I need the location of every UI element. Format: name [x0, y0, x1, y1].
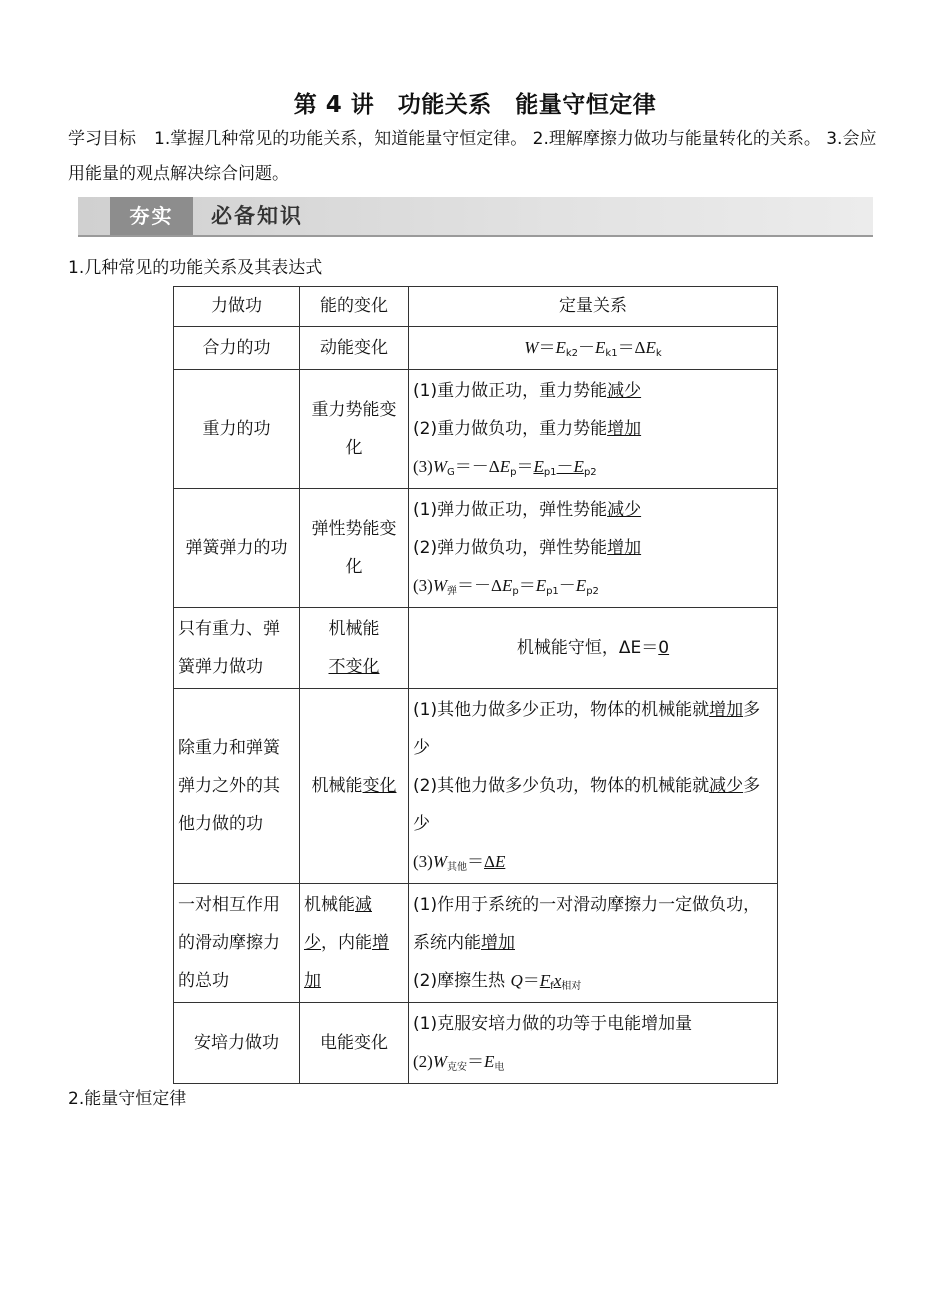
- cell-relation: (1)弹力做正功，弹性势能减少 (2)弹力做负功，弹性势能增加 $(3)W_弹=-\Delta E_p=E_{p1}-E_{p2}$: [409, 489, 778, 608]
- cell-relation: (1)重力做正功，重力势能减少 (2)重力做负功，重力势能增加 $(3)W_G=-\Delta E_p=E_{p1}-E_{p2}$: [409, 370, 778, 489]
- cell-work: 一对相互作用的滑动摩擦力的总功: [174, 884, 300, 1003]
- cell-change: 机械能减少，内能增加: [300, 884, 409, 1003]
- cell-change: 动能变化: [300, 327, 409, 370]
- table-row: [174, 1003, 778, 1084]
- cell-change: 电能变化: [300, 1003, 409, 1084]
- header-work: 力做功: [174, 287, 300, 327]
- cell-change: 机械能变化: [300, 689, 409, 884]
- cell-relation: 机械能守恒，ΔE＝0: [409, 608, 778, 689]
- cell-relation: (1)其他力做多少正功，物体的机械能就增加多少 (2)其他力做多少负功，物体的机械能就减少多少 $(3)W_{其他}=\Delta E$: [409, 689, 778, 884]
- table-header-row: [174, 287, 778, 327]
- change-text: 重力势能变化: [311, 400, 397, 458]
- section-heading-1: 1.几种常见的功能关系及其表达式: [68, 258, 323, 278]
- header-relation: 定量关系: [409, 287, 778, 327]
- banner-title: 必备知识: [211, 204, 303, 228]
- header-energy-change: 能的变化: [300, 287, 409, 327]
- table-row: [174, 608, 778, 689]
- cell-change: 机械能 不变化: [300, 608, 409, 689]
- table-row: [174, 327, 778, 370]
- cell-work: 安培力做功: [174, 1003, 300, 1084]
- cell-work: 合力的功: [174, 327, 300, 370]
- cell-work: 重力的功: [174, 370, 300, 489]
- cell-relation: $W=E_{k2}-E_{k1}=\Delta E_k$: [409, 327, 778, 370]
- cell-work: 弹簧弹力的功: [174, 489, 300, 608]
- cell-work: 除重力和弹簧弹力之外的其他力做的功: [174, 689, 300, 884]
- section-banner: [78, 197, 873, 237]
- table-row: [174, 689, 778, 884]
- table-row: [174, 884, 778, 1003]
- cell-change: [300, 370, 409, 489]
- cell-work: 只有重力、弹簧弹力做功: [174, 608, 300, 689]
- cell-change: 弹性势能变化: [300, 489, 409, 608]
- cell-relation: (1)克服安培力做的功等于电能增加量 $(2)W_{克安}=E_电$: [409, 1003, 778, 1084]
- page-title: 第 4 讲 功能关系 能量守恒定律: [293, 92, 657, 118]
- work-energy-table: [173, 286, 778, 1084]
- cell-relation: (1)作用于系统的一对滑动摩擦力一定做负功，系统内能增加 (2)摩擦生热 $Q=F_fx_{相对}$: [409, 884, 778, 1003]
- banner-tag: 夯实: [110, 197, 193, 235]
- objectives-label: 学习目标: [68, 129, 136, 149]
- section-heading-2: 2.能量守恒定律: [68, 1089, 187, 1109]
- table-row: [174, 489, 778, 608]
- objectives-text: 1.掌握几种常见的功能关系，知道能量守恒定律。 2.理解摩擦力做功与能量转化的关系。 3.会应用能量的观点解决综合问题。: [68, 129, 877, 184]
- table-row: [174, 370, 778, 489]
- learning-objectives: [68, 122, 880, 192]
